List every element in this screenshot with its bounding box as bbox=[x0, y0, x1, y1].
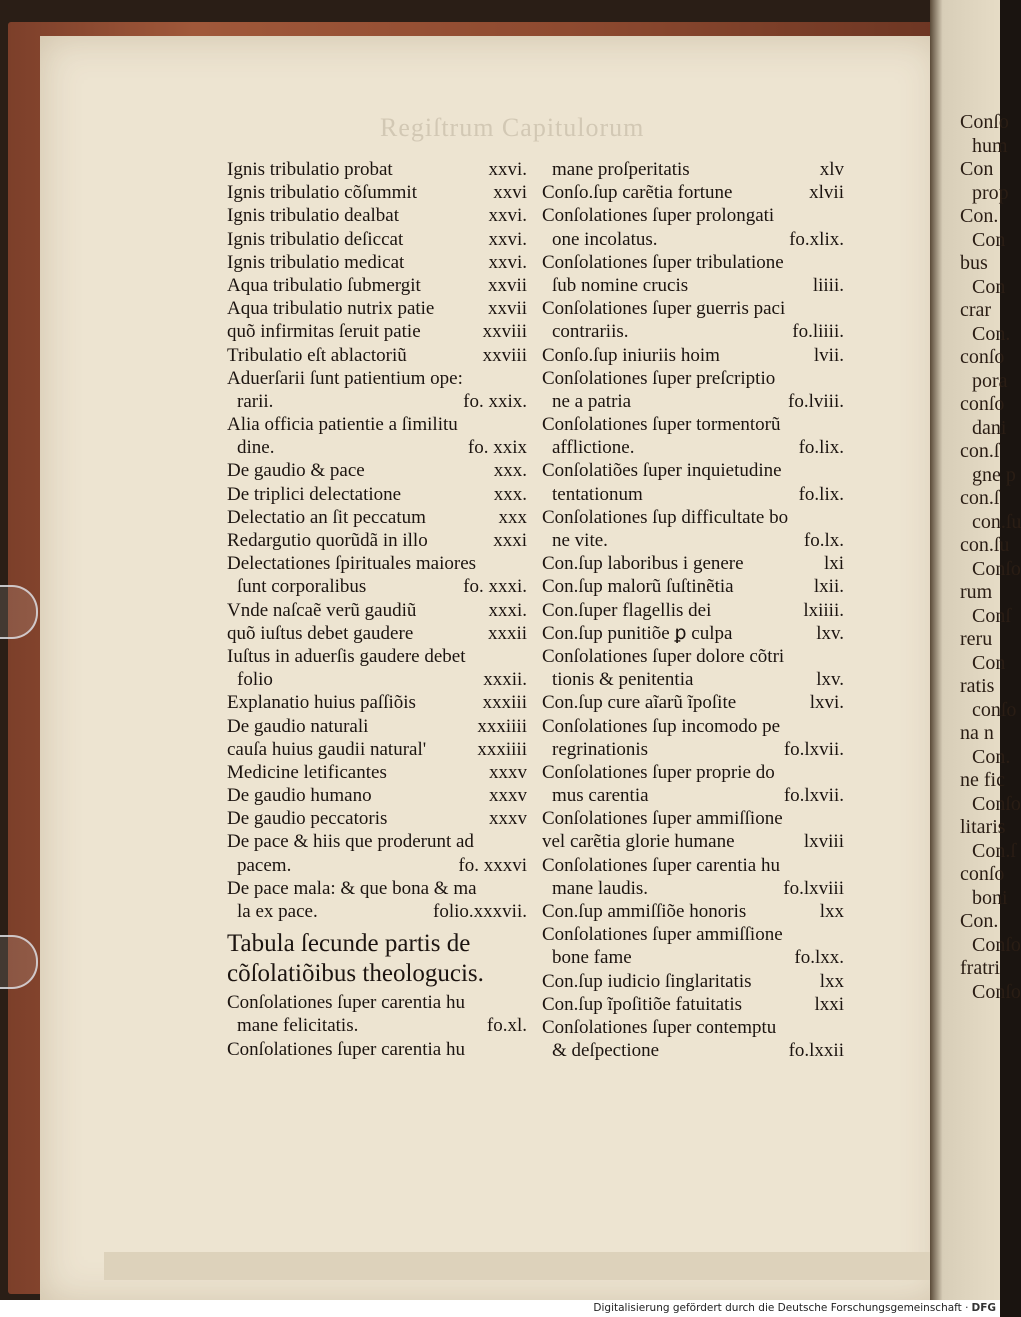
register-entry bbox=[542, 691, 844, 714]
register-entry bbox=[227, 668, 527, 691]
register-entry bbox=[542, 436, 844, 459]
entry-folio: lxviii bbox=[803, 831, 844, 853]
entry-folio: fo. xxxi. bbox=[463, 576, 527, 598]
entry-text: De pace & hiis que proderunt ad bbox=[227, 831, 474, 853]
facing-page-text: con.ſu bbox=[972, 510, 1021, 533]
register-entry bbox=[227, 320, 527, 343]
register-entry bbox=[227, 204, 527, 227]
register-entry bbox=[227, 158, 527, 181]
register-entry bbox=[227, 1014, 527, 1037]
register-entry bbox=[227, 575, 527, 598]
entry-text: Conſolationes ſuper ammiſſione bbox=[542, 924, 783, 946]
dfg-logo: DFG bbox=[971, 1302, 996, 1314]
page-bottom-edge bbox=[104, 1252, 936, 1280]
facing-page-text: pora bbox=[972, 369, 1008, 392]
entry-text: De gaudio & pace bbox=[227, 460, 365, 482]
entry-text: Con.ſup malorũ ſuſtinẽtia bbox=[542, 576, 734, 598]
entry-folio: fo.xl. bbox=[486, 1015, 527, 1037]
register-entry bbox=[542, 459, 844, 482]
entry-text: Ignis tribulatio medicat bbox=[227, 251, 405, 273]
bleed-through-header: Regiſtrum Capitulorum bbox=[380, 113, 645, 142]
entry-folio: fo.xlix. bbox=[789, 228, 844, 250]
facing-page-text: Con. bbox=[972, 745, 1011, 768]
register-entry bbox=[227, 830, 527, 853]
entry-folio: lxi bbox=[823, 553, 844, 575]
entry-text: Aqua tribulatio ſubmergit bbox=[227, 274, 421, 296]
entry-folio: xxxv bbox=[489, 761, 527, 783]
facing-page-text: Conſo bbox=[972, 792, 1021, 815]
register-entry bbox=[542, 228, 844, 251]
register-entry bbox=[227, 991, 527, 1014]
right-column bbox=[542, 158, 844, 1062]
facing-page-text: Con bbox=[972, 651, 1006, 674]
entry-text: ſub nomine crucis bbox=[552, 274, 689, 296]
entry-text: De gaudio naturali bbox=[227, 715, 369, 737]
entry-text: Medicine letificantes bbox=[227, 761, 387, 783]
entry-text: Conſolationes ſuper carentia hu bbox=[542, 854, 780, 876]
register-entry bbox=[227, 483, 527, 506]
entry-folio: fo. xxxvi bbox=[458, 854, 527, 876]
register-entry bbox=[227, 784, 527, 807]
entry-text: mus carentia bbox=[552, 785, 649, 807]
heading-line-1: Tabula ſecunde partis de bbox=[227, 930, 471, 958]
entry-text: ſunt corporalibus bbox=[237, 576, 367, 598]
entry-text: Delectationes ſpirituales maiores bbox=[227, 553, 477, 575]
register-entry bbox=[542, 622, 844, 645]
entry-folio: lxiiii. bbox=[803, 599, 844, 621]
register-entry bbox=[542, 807, 844, 830]
entry-text: Ignis tribulatio probat bbox=[227, 159, 393, 180]
register-entry bbox=[542, 900, 844, 923]
entry-folio: xxvi bbox=[493, 182, 527, 204]
register-entry bbox=[227, 761, 527, 784]
entry-text: mane proſperitatis bbox=[552, 159, 690, 180]
section-heading bbox=[227, 929, 527, 989]
entry-folio: lxv. bbox=[816, 669, 844, 691]
entry-text: Conſolationes ſuper tormentorũ bbox=[542, 414, 781, 436]
facing-page-text: Con.ſ bbox=[972, 839, 1016, 862]
register-entry bbox=[227, 251, 527, 274]
entry-folio: lxxi bbox=[814, 993, 844, 1015]
register-entry bbox=[542, 645, 844, 668]
entry-folio: xxxiii bbox=[482, 692, 527, 714]
register-entry bbox=[542, 274, 844, 297]
facing-page-text: Con bbox=[972, 228, 1006, 251]
entry-folio: xxvii bbox=[487, 274, 527, 296]
register-entry bbox=[542, 946, 844, 969]
register-entry bbox=[542, 251, 844, 274]
facing-page-text: Conſo bbox=[960, 111, 1009, 133]
register-entry bbox=[227, 529, 527, 552]
facing-page-text: hum bbox=[972, 134, 1008, 157]
entry-text: quõ infirmitas ſeruit patie bbox=[227, 321, 421, 343]
entry-text: De triplici delectatione bbox=[227, 483, 402, 505]
entry-folio: fo.lix. bbox=[798, 483, 844, 505]
register-entry bbox=[227, 459, 527, 482]
register-entry bbox=[542, 1039, 844, 1062]
entry-text: regrinationis bbox=[552, 738, 649, 760]
entry-text: Alia officia patientie a ſimilitu bbox=[227, 414, 458, 436]
entry-folio: xxx. bbox=[493, 460, 527, 482]
entry-text: Con.ſup iudicio ſinglaritatis bbox=[542, 970, 752, 992]
facing-page-text: dani bbox=[972, 416, 1007, 439]
entry-text: Iuſtus in aduerſis gaudere debet bbox=[227, 645, 466, 667]
entry-text: Con.ſuper flagellis dei bbox=[542, 599, 712, 621]
entry-text: tentationum bbox=[552, 483, 643, 505]
register-entry bbox=[227, 297, 527, 320]
entry-text: Conſolatiões ſuper inquietudine bbox=[542, 460, 782, 482]
entry-folio: xxxi. bbox=[488, 599, 527, 621]
register-entry bbox=[227, 552, 527, 575]
facing-page-text: ratis bbox=[960, 675, 995, 697]
entry-text: la ex pace. bbox=[237, 901, 318, 922]
entry-folio: xxxii bbox=[487, 622, 527, 644]
register-entry bbox=[542, 483, 844, 506]
facing-page-text: Con bbox=[972, 275, 1006, 298]
register-entry bbox=[227, 506, 527, 529]
entry-folio: xxxv bbox=[489, 808, 527, 830]
entry-folio: lvii. bbox=[813, 344, 844, 366]
entry-folio: fo.liiii. bbox=[792, 321, 844, 343]
entry-text: Conſolationes ſuper proprie do bbox=[542, 761, 775, 783]
entry-folio: fo.lix. bbox=[798, 437, 844, 459]
register-entry bbox=[227, 877, 527, 900]
entry-text: contrariis. bbox=[552, 321, 629, 343]
entry-text: Ignis tribulatio deſiccat bbox=[227, 228, 404, 250]
digitization-credit: Digitalisierung gefördert durch die Deutsche Forschungsgemeinschaft · DFG bbox=[0, 1300, 1000, 1317]
entry-folio: fo. xxix bbox=[467, 437, 527, 459]
register-entry bbox=[227, 228, 527, 251]
facing-page-text: Con. bbox=[972, 322, 1011, 345]
entry-text: mane felicitatis. bbox=[237, 1015, 359, 1037]
entry-folio: fo.lxvii. bbox=[783, 738, 844, 760]
facing-page-text: Con. bbox=[960, 205, 999, 227]
register-entry bbox=[227, 413, 527, 436]
left-column bbox=[227, 158, 527, 1061]
entry-text: Conſolationes ſuper guerris paci bbox=[542, 298, 786, 320]
entry-text: Conſolationes ſup difficultate bo bbox=[542, 506, 789, 528]
register-entry bbox=[227, 691, 527, 714]
register-entry bbox=[542, 529, 844, 552]
facing-page-text: conſo bbox=[960, 346, 1005, 368]
register-entry bbox=[542, 599, 844, 622]
facing-page-text: fratri bbox=[960, 957, 1000, 979]
entry-text: vel carẽtia glorie humane bbox=[542, 831, 735, 853]
register-entry bbox=[542, 367, 844, 390]
register-entry bbox=[542, 830, 844, 853]
facing-page-text: rum bbox=[960, 581, 993, 603]
facing-page-text: litaris bbox=[960, 816, 1006, 838]
register-entry bbox=[227, 1038, 527, 1061]
register-entry bbox=[227, 181, 527, 204]
entry-text: bone fame bbox=[552, 947, 632, 969]
register-entry bbox=[227, 367, 527, 390]
register-entry bbox=[542, 923, 844, 946]
register-entry bbox=[542, 297, 844, 320]
register-entry bbox=[227, 900, 527, 923]
entry-folio: lxx bbox=[819, 901, 844, 922]
entry-folio: xxviii bbox=[482, 344, 527, 366]
entry-folio: fo.lxvii. bbox=[783, 785, 844, 807]
register-entry bbox=[542, 970, 844, 993]
register-entry bbox=[227, 344, 527, 367]
entry-folio: fo.lviii. bbox=[788, 390, 844, 412]
entry-folio: xxxiiii bbox=[477, 738, 527, 760]
register-entry bbox=[542, 575, 844, 598]
facing-page-text: Conſo bbox=[972, 933, 1021, 956]
register-entry bbox=[542, 506, 844, 529]
entry-text: Explanatio huius paſſiõis bbox=[227, 692, 416, 714]
entry-text: ne vite. bbox=[552, 530, 608, 551]
entry-folio: xxvii bbox=[487, 298, 527, 320]
entry-text: Ignis tribulatio dealbat bbox=[227, 205, 400, 227]
entry-text: Redargutio quorũdã in illo bbox=[227, 530, 428, 551]
entry-text: Conſolationes ſuper carentia hu bbox=[227, 1038, 465, 1060]
entry-text: Tribulatio eſt ablactoriũ bbox=[227, 344, 407, 366]
entry-text: Con.ſup laboribus i genere bbox=[542, 553, 744, 575]
entry-folio: xxxv bbox=[489, 785, 527, 807]
entry-text: Con.ſup cure aĩarũ ĩpoſite bbox=[542, 692, 737, 714]
entry-folio: xlv bbox=[819, 159, 844, 180]
entry-text: & deſpectione bbox=[552, 1040, 660, 1062]
register-entry bbox=[542, 181, 844, 204]
entry-text: Conſolationes ſuper preſcriptio bbox=[542, 367, 776, 389]
facing-page-text: gne p bbox=[972, 463, 1016, 486]
entry-text: Delectatio an ſit peccatum bbox=[227, 506, 426, 528]
entry-folio: xxxii. bbox=[483, 669, 527, 691]
facing-page-text: boni bbox=[972, 886, 1008, 909]
entry-folio: xxvi. bbox=[488, 159, 527, 180]
entry-text: Con.ſup ammiſſiõe honoris bbox=[542, 901, 747, 922]
entry-text: Conſo.ſup iniuriis hoim bbox=[542, 344, 720, 366]
entry-folio: xlvii bbox=[809, 182, 844, 204]
entry-folio: xxxi bbox=[493, 530, 527, 551]
entry-folio: fo.lxxii bbox=[788, 1040, 844, 1062]
entry-text: De pace mala: & que bona & ma bbox=[227, 877, 477, 899]
entry-folio: lxx bbox=[819, 970, 844, 992]
entry-folio: xxvi. bbox=[488, 205, 527, 227]
entry-folio: fo.lxx. bbox=[794, 947, 844, 969]
entry-text: Conſo.ſup carẽtia fortune bbox=[542, 182, 733, 204]
entry-folio: folio.xxxvii. bbox=[433, 901, 527, 922]
entry-folio: lxv. bbox=[816, 622, 844, 644]
entry-text: cauſa huius gaudii natural' bbox=[227, 738, 427, 760]
entry-folio: fo. xxix. bbox=[463, 390, 527, 412]
register-entry bbox=[542, 715, 844, 738]
facing-page-text: conſo bbox=[960, 393, 1005, 415]
register-entry bbox=[227, 274, 527, 297]
register-entry bbox=[227, 645, 527, 668]
entry-text: tionis & penitentia bbox=[552, 669, 694, 691]
entry-text: Conſolationes ſuper prolongati bbox=[542, 205, 775, 227]
entry-text: Conſolationes ſuper tribulatione bbox=[542, 251, 784, 273]
facing-page-text: con.ſu bbox=[960, 534, 1010, 556]
facing-page-text: con.ſ bbox=[960, 487, 1000, 509]
register-entry bbox=[542, 204, 844, 227]
entry-text: pacem. bbox=[237, 854, 292, 876]
register-entry bbox=[227, 738, 527, 761]
entry-text: Vnde naſcaẽ verũ gaudiũ bbox=[227, 599, 417, 621]
entry-folio: xxvi. bbox=[488, 251, 527, 273]
entry-folio: xxvi. bbox=[488, 228, 527, 250]
facing-page-text: prop bbox=[972, 181, 1009, 204]
entry-folio: xxxiiii bbox=[477, 715, 527, 737]
facing-page-text: Conſ bbox=[972, 604, 1011, 627]
entry-text: folio bbox=[237, 669, 273, 691]
entry-text: quõ iuſtus debet gaudere bbox=[227, 622, 414, 644]
entry-text: De gaudio peccatoris bbox=[227, 808, 388, 830]
entry-text: Conſolationes ſuper carentia hu bbox=[227, 992, 465, 1014]
register-entry bbox=[542, 738, 844, 761]
register-entry bbox=[542, 344, 844, 367]
entry-folio: xxviii bbox=[482, 321, 527, 343]
register-entry bbox=[542, 1016, 844, 1039]
register-entry bbox=[227, 715, 527, 738]
register-entry bbox=[542, 320, 844, 343]
register-entry bbox=[542, 854, 844, 877]
facing-page-text: na n bbox=[960, 722, 994, 744]
register-entry bbox=[542, 784, 844, 807]
register-entry bbox=[227, 854, 527, 877]
facing-page-text: conſo bbox=[972, 698, 1017, 721]
entry-text: Aduerſarii ſunt patientium ope: bbox=[227, 367, 463, 389]
register-entry bbox=[542, 668, 844, 691]
facing-page-text: ne fic bbox=[960, 769, 1005, 791]
entry-folio: liiii. bbox=[812, 274, 844, 296]
register-entry bbox=[542, 158, 844, 181]
facing-page-text: Con. bbox=[960, 910, 999, 932]
credit-text: Digitalisierung gefördert durch die Deutsche Forschungsgemeinschaft bbox=[593, 1302, 962, 1314]
facing-page-text: reru bbox=[960, 628, 993, 650]
heading-line-2: cõſolatiõibus theologucis. bbox=[227, 960, 484, 988]
entry-text: Conſolationes ſuper contemptu bbox=[542, 1016, 777, 1038]
facing-page-text: Con bbox=[960, 158, 994, 180]
entry-text: Conſolationes ſuper dolore cõtri bbox=[542, 645, 785, 667]
register-entry bbox=[542, 552, 844, 575]
entry-folio: lxii. bbox=[813, 576, 844, 598]
entry-folio: xxx. bbox=[493, 483, 527, 505]
facing-page-text: Conſo bbox=[972, 980, 1021, 1003]
entry-text: Con.ſup ĩpoſitiõe fatuitatis bbox=[542, 993, 743, 1015]
register-entry bbox=[227, 390, 527, 413]
entry-folio: fo.lx. bbox=[803, 530, 844, 551]
entry-text: Conſolationes ſuper ammiſſione bbox=[542, 808, 783, 830]
entry-text: one incolatus. bbox=[552, 228, 658, 250]
facing-page-text: con.ſ bbox=[960, 440, 1000, 462]
facing-page-text: Conſo bbox=[972, 557, 1021, 580]
register-entry bbox=[227, 622, 527, 645]
entry-text: mane laudis. bbox=[552, 877, 649, 899]
entry-text: rarii. bbox=[237, 390, 274, 412]
entry-text: Conſolationes ſup incomodo pe bbox=[542, 715, 781, 737]
register-entry bbox=[542, 390, 844, 413]
register-entry bbox=[542, 993, 844, 1016]
entry-text: Con.ſup punitiõe ꝑ culpa bbox=[542, 622, 733, 644]
register-entry bbox=[227, 807, 527, 830]
entry-folio: xxx bbox=[498, 506, 527, 528]
register-entry bbox=[542, 413, 844, 436]
entry-text: ne a patria bbox=[552, 390, 632, 412]
entry-text: Ignis tribulatio cõſummit bbox=[227, 182, 417, 204]
entry-text: afflictione. bbox=[552, 437, 635, 459]
facing-page-text: bus bbox=[960, 252, 988, 274]
facing-page-fragment bbox=[930, 0, 1021, 1300]
register-entry bbox=[227, 436, 527, 459]
facing-page-text: conſo bbox=[960, 863, 1005, 885]
entry-text: Aqua tribulatio nutrix patie bbox=[227, 298, 435, 320]
entry-text: De gaudio humano bbox=[227, 785, 372, 807]
register-entry bbox=[542, 877, 844, 900]
entry-text: dine. bbox=[237, 437, 275, 459]
register-entry bbox=[542, 761, 844, 784]
entry-folio: fo.lxviii bbox=[783, 877, 844, 899]
register-entry bbox=[227, 599, 527, 622]
facing-page-text: crar bbox=[960, 299, 992, 321]
entry-folio: lxvi. bbox=[809, 692, 844, 714]
